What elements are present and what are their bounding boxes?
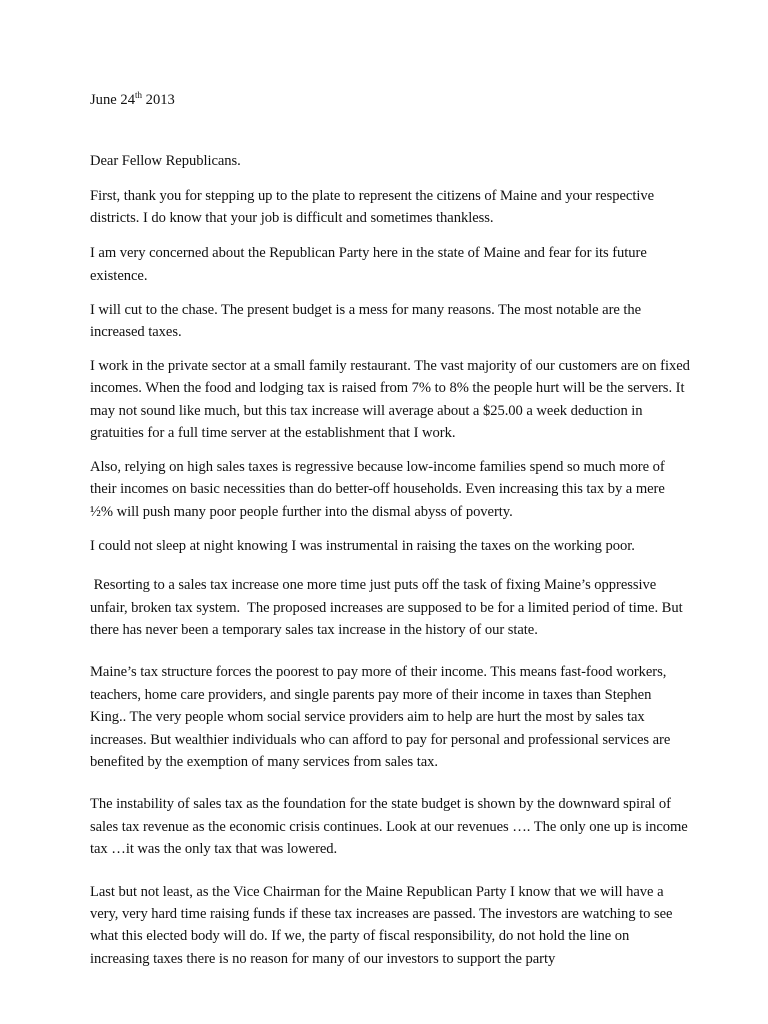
paragraph-8: Maine’s tax structure forces the poorest to pay more of their income. This means fast-food workers, teachers, home care providers, and single parents pay more of their income in taxes than Stephen King.. The very people whom social service providers aim to help are hurt the most by sales tax increases. But wealthier individuals who can afford to pay for personal and professional services are benefited by the exemption of many services from sales tax.: [90, 664, 671, 770]
date-text: June 24: [90, 92, 135, 108]
paragraph-4: I work in the private sector at a small family restaurant. The vast majority of our customers are on fixed incomes. When the food and lodging tax is raised from 7% to 8% the people hurt will be the servers. It may not sound like much, but this tax increase will average about a $25.00 a week deduction in gratuities for a full time server at the establishment that I work.: [90, 357, 690, 442]
date-year: 2013: [142, 92, 175, 108]
letter-date: [90, 89, 175, 111]
paragraph-1: First, thank you for stepping up to the plate to represent the citizens of Maine and your respective districts. I do know that your job is difficult and sometimes thankless.: [90, 187, 655, 227]
paragraph-7: Resorting to a sales tax increase one more time just puts off the task of fixing Maine’s oppressive unfair, broken tax system. The proposed increases are supposed to be for a limited period of time. But there has never been a temporary sales tax increase in the history of our state.: [90, 577, 687, 638]
paragraph-6: I could not sleep at night knowing I was instrumental in raising the taxes on the working poor.: [90, 537, 635, 554]
letter-body: [90, 150, 690, 970]
paragraph-3: I will cut to the chase. The present budget is a mess for many reasons. The most notable are the increased taxes.: [90, 301, 642, 340]
paragraph-5: Also, relying on high sales taxes is regressive because low-income families spend so much more of their incomes on basic necessities than do better-off households. Even increasing this tax by a mere ½% will push many poor people further into the dismal abyss of poverty.: [90, 458, 665, 520]
paragraph-10: Last but not least, as the Vice Chairman for the Maine Republican Party I know that we will have a very, very hard time raising funds if these tax increases are passed. The investors are watching to see what this elected body will do. If we, the party of fiscal responsibility, do not hold the line on increasing taxes there is no reason for many of our investors to support the party: [90, 883, 673, 967]
paragraph-9: The instability of sales tax as the foundation for the state budget is shown by the downward spiral of sales tax revenue as the economic crisis continues. Look at our revenues …. The only one up is income tax …it was the only tax that was lowered.: [90, 796, 688, 858]
greeting: Dear Fellow Republicans.: [90, 153, 241, 169]
date-ordinal-suffix: th: [135, 90, 143, 101]
paragraph-2: I am very concerned about the Republican Party here in the state of Maine and fear for its future existence.: [90, 245, 647, 284]
